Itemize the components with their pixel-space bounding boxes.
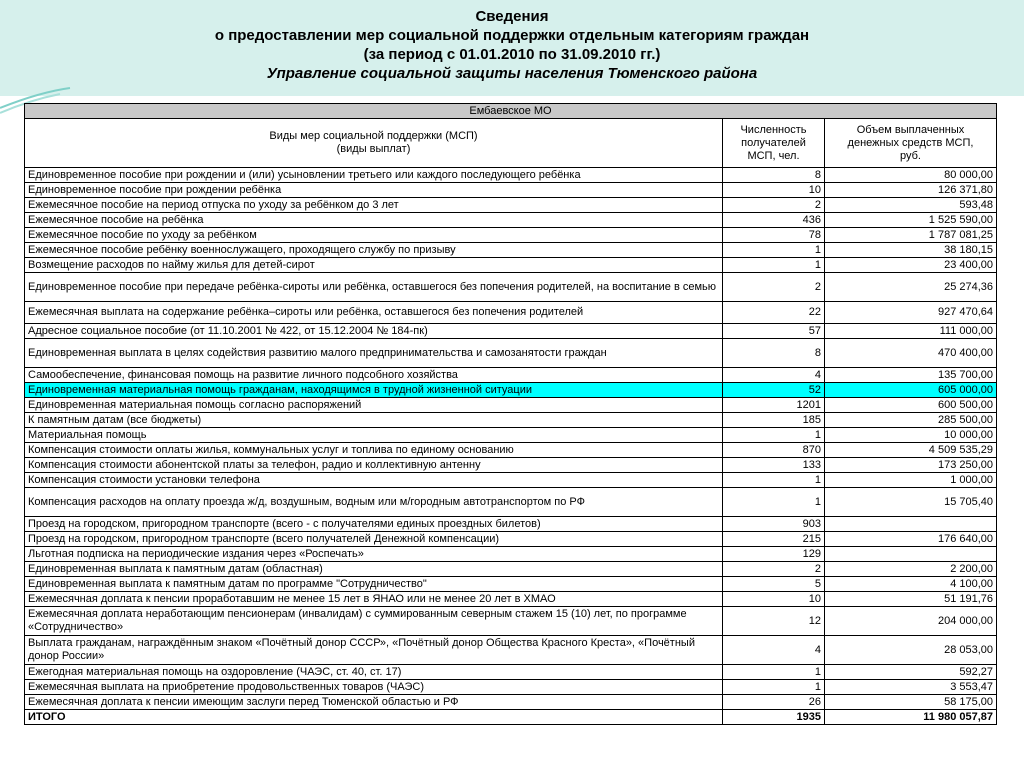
row-sum: 25 274,36: [825, 273, 997, 302]
page-title: [0, 7, 1024, 83]
row-sum: 592,27: [825, 665, 997, 680]
row-name: Льготная подписка на периодические издания через «Роспечать»: [25, 547, 723, 562]
row-sum: [825, 517, 997, 532]
table-row: [25, 532, 997, 547]
row-sum: 80 000,00: [825, 168, 997, 183]
row-name: Ежемесячная выплата на приобретение продовольственных товаров (ЧАЭС): [25, 680, 723, 695]
table-row: [25, 473, 997, 488]
row-name: Единовременная выплата к памятным датам (областная): [25, 562, 723, 577]
table-row: [25, 273, 997, 302]
table-row: [25, 443, 997, 458]
table-row: [25, 398, 997, 413]
row-sum: 58 175,00: [825, 695, 997, 710]
row-name: Единовременная материальная помощь согласно распоряжений: [25, 398, 723, 413]
row-name: Выплата гражданам, награждённым знаком «Почётный донор СССР», «Почётный донор Общества Красного Креста», «Почётный донор России»: [25, 636, 723, 665]
row-sum: 51 191,76: [825, 592, 997, 607]
row-name: Компенсация стоимости оплаты жилья, коммунальных услуг и топлива по единому основанию: [25, 443, 723, 458]
row-count: 4: [723, 368, 825, 383]
row-count: 1: [723, 665, 825, 680]
row-count: 5: [723, 577, 825, 592]
title-line-1: Сведения: [475, 8, 549, 25]
row-name: Ежемесячная доплата к пенсии проработавшим не менее 15 лет в ЯНАО или не менее 20 лет в ХМАО: [25, 592, 723, 607]
row-count: 8: [723, 339, 825, 368]
row-count: 2: [723, 562, 825, 577]
table-row: [25, 695, 997, 710]
row-count: 22: [723, 302, 825, 324]
table-row: [25, 458, 997, 473]
table-row: [25, 302, 997, 324]
row-name: Ежемесячное пособие ребёнку военнослужащего, проходящего службу по призыву: [25, 243, 723, 258]
row-count: 52: [723, 383, 825, 398]
row-sum: 1 787 081,25: [825, 228, 997, 243]
column-header-count-line-1: Численность: [740, 123, 807, 136]
table-row: [25, 258, 997, 273]
table-row: [25, 183, 997, 198]
table-row: [25, 488, 997, 517]
table-row: [25, 592, 997, 607]
row-sum: 126 371,80: [825, 183, 997, 198]
row-name: Ежемесячное пособие на период отпуска по уходу за ребёнком до 3 лет: [25, 198, 723, 213]
row-count: 185: [723, 413, 825, 428]
table-row: [25, 636, 997, 665]
column-header-sum-line-3: руб.: [900, 149, 921, 162]
row-name: Компенсация стоимости абонентской платы за телефон, радио и коллективную антенну: [25, 458, 723, 473]
table-row: [25, 324, 997, 339]
row-name: Единовременная материальная помощь гражданам, находящимся в трудной жизненной ситуации: [25, 383, 723, 398]
row-sum: [825, 547, 997, 562]
title-line-3: (за период с 01.01.2010 по 31.09.2010 гг.): [363, 46, 661, 63]
total-row: [25, 710, 997, 725]
table-row: [25, 680, 997, 695]
row-sum: 4 100,00: [825, 577, 997, 592]
row-sum: 4 509 535,29: [825, 443, 997, 458]
row-name: Ежемесячное пособие на ребёнка: [25, 213, 723, 228]
row-count: 1: [723, 258, 825, 273]
table-body: [25, 168, 997, 725]
row-count: 215: [723, 532, 825, 547]
table-row: [25, 368, 997, 383]
table-row: [25, 228, 997, 243]
row-sum: 10 000,00: [825, 428, 997, 443]
row-name: Ежемесячная доплата неработающим пенсионерам (инвалидам) с суммированным северным стажем 15 (10) лет, по программе «Сотрудничество»: [25, 607, 723, 636]
row-sum: 173 250,00: [825, 458, 997, 473]
row-name: Единовременное пособие при рождении ребёнка: [25, 183, 723, 198]
row-count: 12: [723, 607, 825, 636]
row-sum: 600 500,00: [825, 398, 997, 413]
row-name: Материальная помощь: [25, 428, 723, 443]
row-name: Ежемесячная выплата на содержание ребёнка–сироты или ребёнка, оставшегося без попечения родителей: [25, 302, 723, 324]
table-row: [25, 562, 997, 577]
row-sum: 176 640,00: [825, 532, 997, 547]
table-row: [25, 198, 997, 213]
row-sum: 15 705,40: [825, 488, 997, 517]
social-support-table: [24, 103, 997, 725]
row-sum: 23 400,00: [825, 258, 997, 273]
column-header-sum-line-1: Объем выплаченных: [856, 123, 965, 136]
row-count: 57: [723, 324, 825, 339]
table-row: [25, 607, 997, 636]
row-sum: 927 470,64: [825, 302, 997, 324]
row-count: 8: [723, 168, 825, 183]
row-count: 10: [723, 592, 825, 607]
table-row: [25, 665, 997, 680]
row-count: 903: [723, 517, 825, 532]
row-name: Компенсация расходов на оплату проезда ж/д, воздушным, водным или м/городным автотранспортом по РФ: [25, 488, 723, 517]
row-sum: 38 180,15: [825, 243, 997, 258]
row-name: Самообеспечение, финансовая помощь на развитие личного подсобного хозяйства: [25, 368, 723, 383]
column-header-sum-line-2: денежных средств МСП,: [847, 136, 974, 149]
table-row: [25, 517, 997, 532]
row-sum: 1 525 590,00: [825, 213, 997, 228]
column-header-count: [723, 119, 825, 168]
column-header-count-line-2: получателей: [741, 136, 806, 149]
row-sum: 111 000,00: [825, 324, 997, 339]
row-count: 133: [723, 458, 825, 473]
row-name: Единовременное пособие при рождении и (или) усыновлении третьего или каждого последующего ребёнка: [25, 168, 723, 183]
table-row: [25, 168, 997, 183]
row-count: 1: [723, 488, 825, 517]
row-name: Возмещение расходов по найму жилья для детей-сирот: [25, 258, 723, 273]
table-row: [25, 413, 997, 428]
total-sum: 11 980 057,87: [825, 710, 997, 725]
column-header-sum: [825, 119, 997, 168]
row-sum: 605 000,00: [825, 383, 997, 398]
region-header: Ембаевское МО: [25, 104, 997, 119]
row-count: 2: [723, 273, 825, 302]
total-label: ИТОГО: [25, 710, 723, 725]
row-sum: 1 000,00: [825, 473, 997, 488]
table-row: [25, 428, 997, 443]
row-count: 1: [723, 680, 825, 695]
row-count: 1: [723, 243, 825, 258]
row-sum: 204 000,00: [825, 607, 997, 636]
row-name: Адресное социальное пособие (от 11.10.2001 № 422, от 15.12.2004 № 184-пк): [25, 324, 723, 339]
row-name: Ежегодная материальная помощь на оздоровление (ЧАЭС, ст. 40, ст. 17): [25, 665, 723, 680]
row-sum: 470 400,00: [825, 339, 997, 368]
table-row: [25, 213, 997, 228]
row-count: 1: [723, 473, 825, 488]
row-count: 436: [723, 213, 825, 228]
column-header-type-line-1: Виды мер социальной поддержки (МСП): [269, 130, 478, 142]
row-name: Единовременное пособие при передаче ребёнка-сироты или ребёнка, оставшегося без попечения родителей, на воспитание в семью: [25, 273, 723, 302]
row-sum: 285 500,00: [825, 413, 997, 428]
row-count: 2: [723, 198, 825, 213]
title-line-2: о предоставлении мер социальной поддержки отдельным категориям граждан: [214, 27, 810, 44]
row-sum: 593,48: [825, 198, 997, 213]
table-row: [25, 577, 997, 592]
row-name: Проезд на городском, пригородном транспорте (всего получателей Денежной компенсации): [25, 532, 723, 547]
column-header-type: [25, 119, 723, 168]
row-name: Проезд на городском, пригородном транспорте (всего - с получателями единых проездных билетов): [25, 517, 723, 532]
table-row: [25, 547, 997, 562]
row-count: 870: [723, 443, 825, 458]
title-line-4: Управление социальной защиты населения Тюменского района: [266, 65, 758, 82]
column-header-type-line-2: (виды выплат): [336, 143, 411, 155]
row-sum: 3 553,47: [825, 680, 997, 695]
row-count: 4: [723, 636, 825, 665]
row-sum: 28 053,00: [825, 636, 997, 665]
row-name: Ежемесячная доплата к пенсии имеющим заслуги перед Тюменской областью и РФ: [25, 695, 723, 710]
row-count: 26: [723, 695, 825, 710]
row-count: 1: [723, 428, 825, 443]
column-header-count-line-3: МСП, чел.: [747, 149, 800, 162]
row-name: Единовременная выплата в целях содействия развитию малого предпринимательства и самозанятости граждан: [25, 339, 723, 368]
table-row-highlighted: [25, 383, 997, 398]
table-row: [25, 339, 997, 368]
row-count: 1201: [723, 398, 825, 413]
row-name: Единовременная выплата к памятным датам по программе "Сотрудничество": [25, 577, 723, 592]
table-row: [25, 243, 997, 258]
row-count: 129: [723, 547, 825, 562]
row-sum: 135 700,00: [825, 368, 997, 383]
row-count: 78: [723, 228, 825, 243]
row-name: К памятным датам (все бюджеты): [25, 413, 723, 428]
row-sum: 2 200,00: [825, 562, 997, 577]
total-count: 1935: [723, 710, 825, 725]
row-name: Ежемесячное пособие по уходу за ребёнком: [25, 228, 723, 243]
row-count: 10: [723, 183, 825, 198]
row-name: Компенсация стоимости установки телефона: [25, 473, 723, 488]
